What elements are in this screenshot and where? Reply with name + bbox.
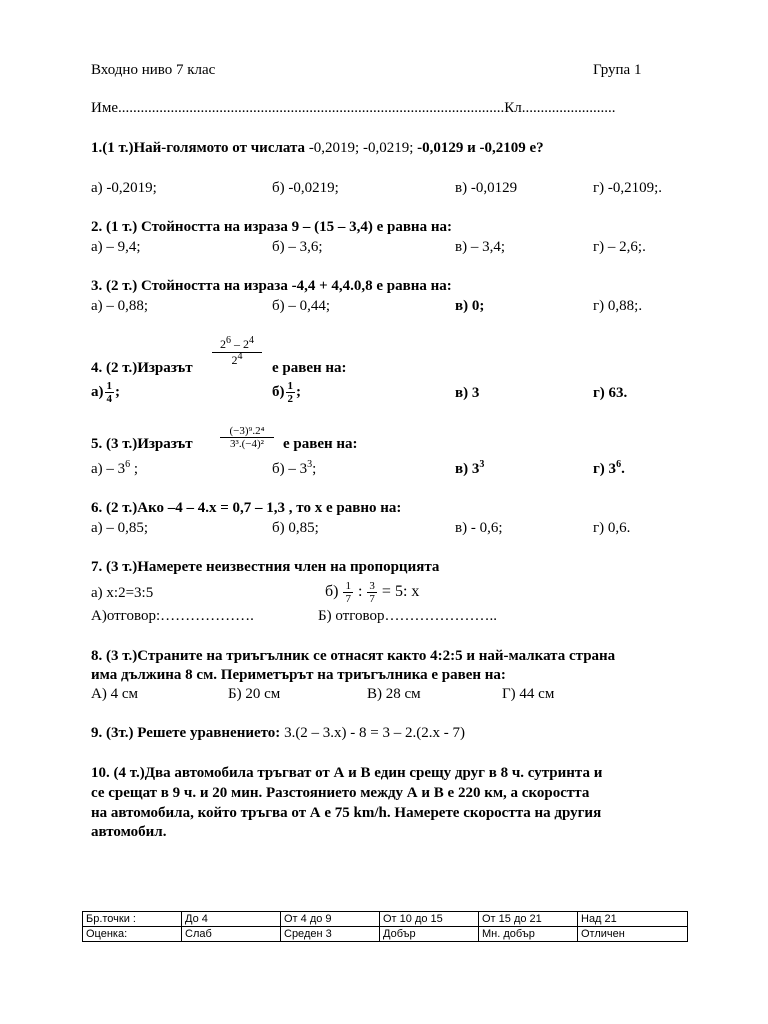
table-cell: Оценка: <box>83 927 182 942</box>
q5-tail: е равен на: <box>283 436 358 452</box>
q5-option-a: $а) - 3^6$ ; <box>91 459 139 477</box>
q1-option-d: г) -0,2109;. <box>593 180 663 196</box>
test-title: Входно ниво 7 клас <box>91 62 216 78</box>
q7-answer-b: Б) отговор………………….. <box>318 608 497 624</box>
q7-answer-a: А)отговор:………………. <box>91 608 254 624</box>
class-field-label: Кл......................... <box>504 100 616 116</box>
q9-prompt: 9. (3т.) Решете уравнението: <box>91 725 281 741</box>
q4-option-c: в) 3 <box>455 385 480 401</box>
q8-option-b: Б) 20 см <box>228 686 281 702</box>
q6-option-a: а) – 0,85; <box>91 520 149 536</box>
q4-option-a: а) $\frac{1}{4}$ ; <box>91 380 120 405</box>
q3-option-b: б) – 0,44; <box>272 298 331 314</box>
q4-expr-numerator: $2^6 - 2^4$ <box>220 335 254 351</box>
q1-option-c: в) -0,0129 <box>455 180 518 196</box>
q9-equation: 3.(2 – 3.x) - 8 = 3 – 2.(2.x - 7) <box>280 725 465 741</box>
q2-option-c: в) – 3,4; <box>455 239 505 255</box>
q6-option-c: в) - 0,6; <box>455 520 503 536</box>
table-row <box>83 912 688 927</box>
q8-option-c: В) 28 см <box>367 686 421 702</box>
q1-option-a: а) -0,2019; <box>91 180 157 196</box>
group-label: Група 1 <box>593 62 642 78</box>
q7-part-a: а) x:2=3:5 <box>91 585 154 601</box>
q8-option-d: Г) 44 см <box>502 686 555 702</box>
q2-option-d: г) – 2,6;. <box>593 239 646 255</box>
q1-numbers-plain: -0,2019; -0,0219; <box>305 140 418 156</box>
q4-option-d: г) 63. <box>593 385 628 401</box>
q6-option-b: б) 0,85; <box>272 520 319 536</box>
q5-expr-denominator: 3³.(−4)² <box>230 438 264 450</box>
q4-expr-denominator: $2^4$ <box>231 351 243 367</box>
q3-option-d: г) 0,88;. <box>593 298 643 314</box>
q5-expression <box>220 425 274 450</box>
name-field-label: Име....................................................................................................... <box>91 100 505 116</box>
question-9 <box>91 725 465 742</box>
q3-option-c: в) 0; <box>455 298 485 314</box>
question-7: 7. (3 т.)Намерете неизвестния член на пропорцията <box>91 559 440 575</box>
q1-option-b: б) -0,0219; <box>272 180 339 196</box>
q5-expr-numerator: (−3)⁹.2⁴ <box>229 425 265 437</box>
table-cell: От 10 до 15 <box>380 912 479 927</box>
question-3: 3. (2 т.) Стойността на израза -4,4 + 4,4.0,8 е равна на: <box>91 278 452 294</box>
question-10-line-4: автомобил. <box>91 824 167 840</box>
table-cell: Среден 3 <box>281 927 380 942</box>
q5-option-b: $б) - 3^3$; <box>272 459 317 477</box>
question-8-line-1: 8. (3 т.)Страните на триъгълник се отнасят както 4:2:5 и най-малката страна <box>91 648 616 664</box>
question-6: 6. (2 т.)Ако –4 – 4.x = 0,7 – 1,3 , то x е равно на: <box>91 500 402 516</box>
name-line <box>91 100 615 117</box>
question-5: 5. (3 т.)Изразът <box>91 436 193 452</box>
grading-table <box>82 911 688 942</box>
table-row <box>83 927 688 942</box>
question-10-line-1: 10. (4 т.)Два автомобила тръгват от А и В един срещу друг в 8 ч. сутринта и <box>91 765 603 781</box>
q5-option-d: г) $3^6$. <box>593 459 625 477</box>
q4-tail: е равен на: <box>272 360 347 376</box>
q3-option-a: а) – 0,88; <box>91 298 149 314</box>
question-1 <box>91 140 544 157</box>
q6-option-d: г) 0,6. <box>593 520 631 536</box>
q5-option-c: в) $3^3$ <box>455 459 485 477</box>
q2-option-b: б) – 3,6; <box>272 239 323 255</box>
question-10-line-2: се срещат в 9 ч. и 20 мин. Разстоянието между А и В е 220 км, а скоростта <box>91 785 590 801</box>
table-cell: До 4 <box>182 912 281 927</box>
table-cell: Отличен <box>578 927 688 942</box>
table-cell: Мн. добър <box>479 927 578 942</box>
q2-option-a: а) – 9,4; <box>91 239 141 255</box>
question-10-line-3: на автомобила, който тръгва от А е 75 km/h. Намерете скоростта на другия <box>91 805 602 821</box>
q7-part-b: б) $\frac{1}{7}$ : $\frac{3}{7}$ = 5: x <box>325 580 420 605</box>
q1-prompt: 1.(1 т.)Най-голямото от числата <box>91 140 306 156</box>
table-cell: Над 21 <box>578 912 688 927</box>
question-8-line-2: има дължина 8 см. Периметърът на триъгълника е равен на: <box>91 667 506 683</box>
table-cell: Слаб <box>182 927 281 942</box>
table-cell: От 4 до 9 <box>281 912 380 927</box>
table-cell: Добър <box>380 927 479 942</box>
question-2: 2. (1 т.) Стойността на израза 9 – (15 – 3,4) е равна на: <box>91 219 452 235</box>
table-cell: Бр.точки : <box>83 912 182 927</box>
question-4: 4. (2 т.)Изразът <box>91 360 193 376</box>
q8-option-a: А) 4 см <box>91 686 138 702</box>
q4-option-b: б) $\frac{1}{2}$ ; <box>272 380 301 405</box>
q4-expression <box>212 337 262 368</box>
q1-numbers-bold: -0,0129 и -0,2109 е? <box>417 140 544 156</box>
table-cell: От 15 до 21 <box>479 912 578 927</box>
